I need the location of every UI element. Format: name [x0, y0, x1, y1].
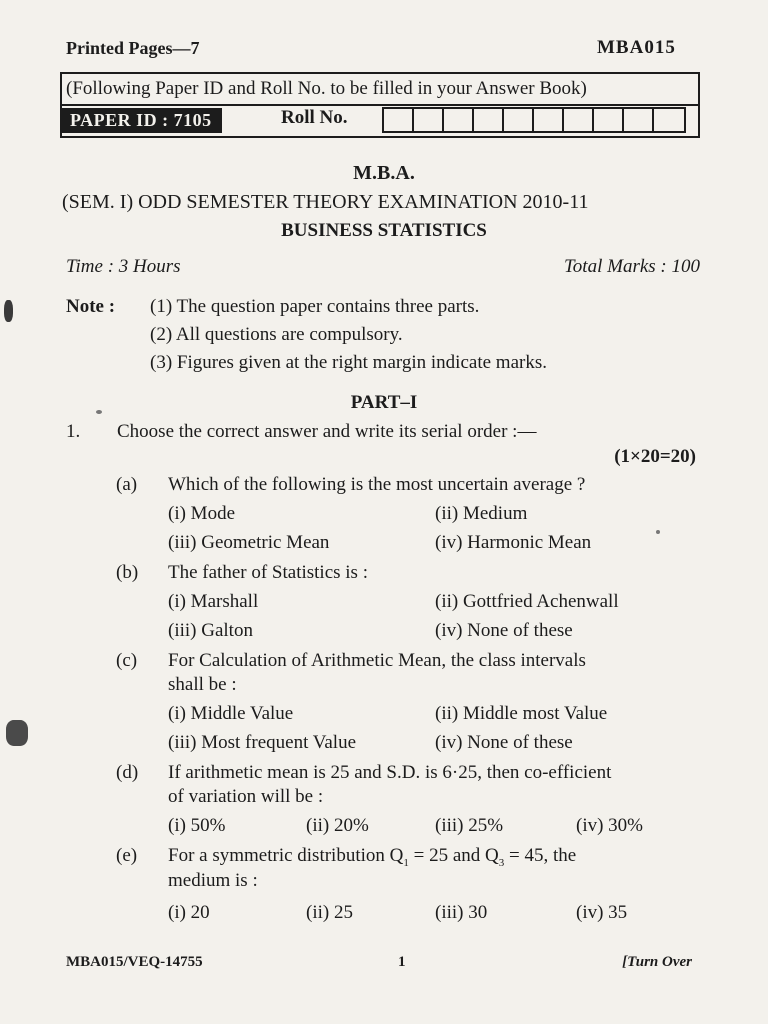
note-item-3: (3) Figures given at the right margin indicate marks. [150, 352, 547, 373]
question-d-text-line-1: If arithmetic mean is 25 and S.D. is 6·25, then co-efficient [168, 762, 612, 783]
total-marks: Total Marks : 100 [563, 256, 700, 277]
footer-code: MBA015/VEQ-14755 [66, 954, 203, 970]
degree-title: M.B.A. [353, 162, 415, 184]
question-c-text-line-2: shall be : [168, 674, 237, 695]
scan-mark [656, 530, 660, 534]
question-e-option-1: (i) 20 [168, 902, 210, 923]
footer-turn-over: [Turn Over [622, 954, 692, 970]
semester-title: (SEM. I) ODD SEMESTER THEORY EXAMINATION 2010-11 [62, 191, 589, 213]
question-a-option-3: (iii) Geometric Mean [168, 532, 330, 553]
question-c-option-1: (i) Middle Value [168, 703, 294, 724]
subject-title: BUSINESS STATISTICS [281, 220, 487, 241]
question-a-label: (a) [116, 474, 138, 495]
question-c-label: (c) [116, 650, 138, 671]
question-d-text-line-2: of variation will be : [168, 786, 324, 807]
id-box-instruction: (Following Paper ID and Roll No. to be filled in your Answer Book) [62, 74, 698, 106]
question-b-option-4: (iv) None of these [435, 620, 573, 641]
question-e-text-line-1: For a symmetric distribution $Q_1 = 25$ and $Q_3 = 45$, the [168, 845, 577, 869]
question-d-label: (d) [116, 762, 139, 783]
note-item-2: (2) All questions are compulsory. [150, 324, 403, 345]
question-d-option-2: (ii) 20% [306, 815, 369, 836]
scan-mark [6, 720, 28, 746]
question-b-label: (b) [116, 562, 139, 583]
question-a-option-1: (i) Mode [168, 503, 236, 524]
roll-no-boxes [382, 107, 686, 133]
question-a-option-4: (iv) Harmonic Mean [435, 532, 592, 553]
note-item-1: (1) The question paper contains three parts. [150, 296, 480, 317]
question-e-option-2: (ii) 25 [306, 902, 353, 923]
question-c-option-4: (iv) None of these [435, 732, 573, 753]
footer-page-number: 1 [398, 954, 406, 970]
paper-id-label: PAPER ID : 7105 [60, 108, 222, 133]
question-b-text: The father of Statistics is : [168, 562, 368, 583]
question-a-option-2: (ii) Medium [435, 503, 528, 524]
question-number: 1. [66, 421, 81, 442]
question-d-option-3: (iii) 25% [435, 815, 504, 836]
printed-pages: Printed Pages—7 [66, 38, 200, 58]
scan-mark [4, 300, 13, 322]
roll-no-label: Roll No. [281, 107, 348, 128]
part-title: PART–I [350, 392, 418, 413]
question-a-text: Which of the following is the most uncertain average ? [168, 474, 586, 495]
question-instruction: Choose the correct answer and write its serial order :— [117, 421, 537, 442]
question-b-option-2: (ii) Gottfried Achenwall [435, 591, 619, 612]
scan-mark [96, 410, 102, 414]
question-e-option-4: (iv) 35 [576, 902, 628, 923]
question-e-option-3: (iii) 30 [435, 902, 488, 923]
question-marks: (1×20=20) [614, 446, 696, 467]
question-b-option-3: (iii) Galton [168, 620, 253, 641]
question-d-option-1: (i) 50% [168, 815, 226, 836]
question-b-option-1: (i) Marshall [168, 591, 259, 612]
time-label: Time : 3 Hours [66, 256, 181, 277]
question-c-option-2: (ii) Middle most Value [435, 703, 608, 724]
note-label: Note : [66, 296, 116, 317]
question-c-text-line-1: For Calculation of Arithmetic Mean, the class intervals [168, 650, 586, 671]
paper-code: MBA015 [597, 37, 676, 58]
question-e-text-line-2: medium is : [168, 870, 258, 891]
question-c-option-3: (iii) Most frequent Value [168, 732, 357, 753]
question-d-option-4: (iv) 30% [576, 815, 644, 836]
question-e-label: (e) [116, 845, 138, 866]
